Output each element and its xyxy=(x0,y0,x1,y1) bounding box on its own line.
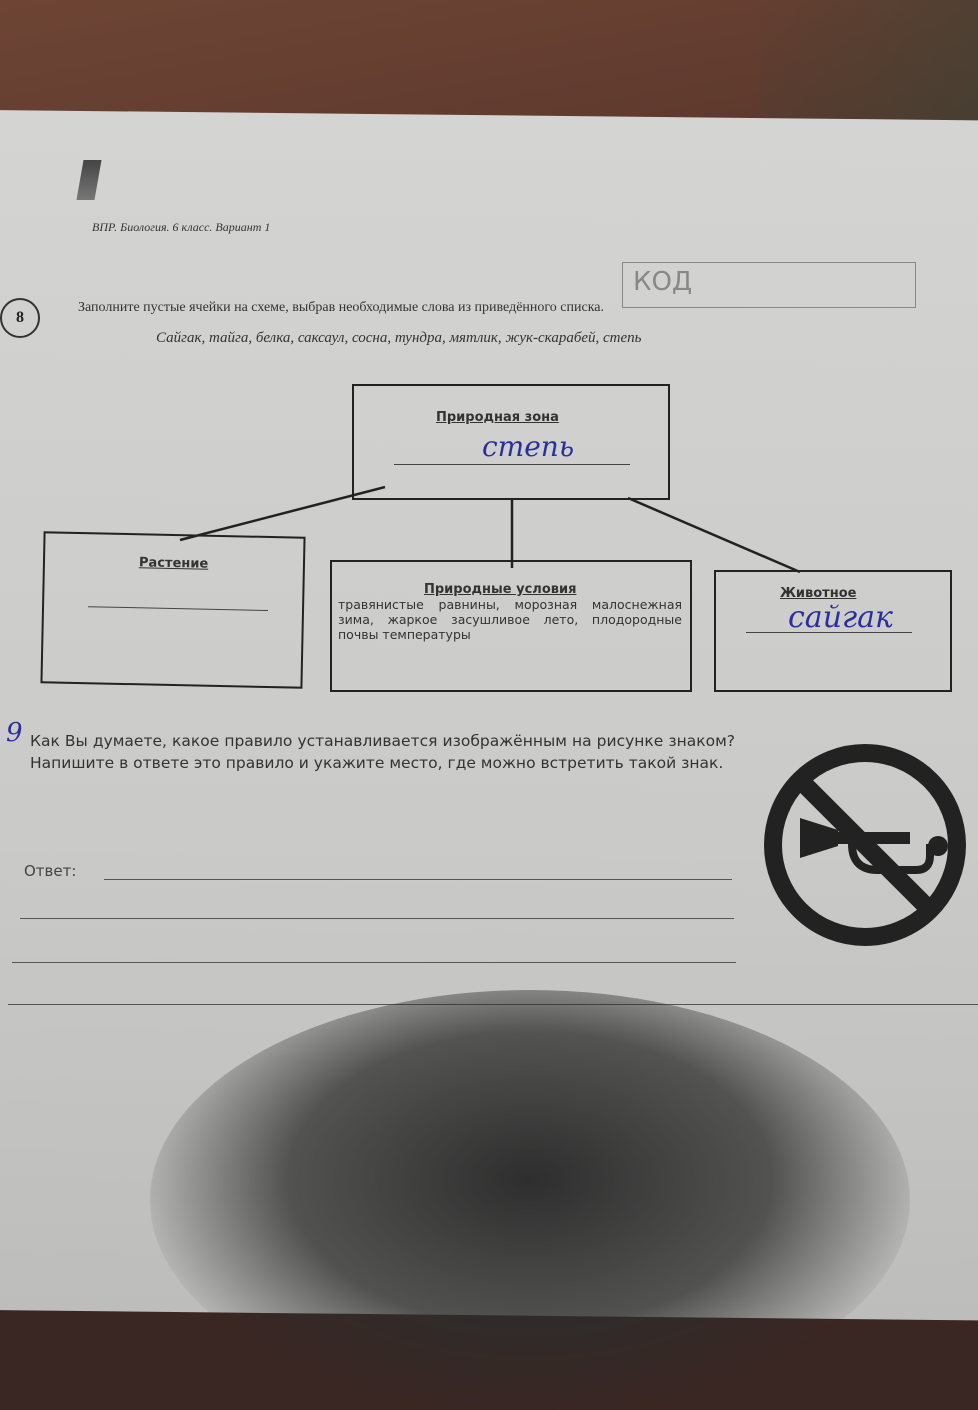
animal-box xyxy=(714,570,952,692)
question-8-instruction: Заполните пустые ячейки на схеме, выбрав необходимые слова из приведённого списка. xyxy=(78,300,605,315)
zone-answer-line[interactable] xyxy=(394,464,630,465)
zone-title: Природная зона xyxy=(436,410,559,425)
answer-line-2[interactable] xyxy=(20,918,734,919)
answer-line-3[interactable] xyxy=(12,962,736,963)
conditions-title: Природные условия xyxy=(424,582,577,597)
animal-answer: сайгак xyxy=(788,600,893,635)
zone-box xyxy=(352,384,670,500)
question-8-number: 8 xyxy=(0,298,40,338)
question-9-text: Как Вы думаете, какое правило устанавливается изображённым на рисунке знаком? Напишите в ответе это правило и укажите место, где можно встретить такой знак. xyxy=(30,732,735,772)
answer-line-1[interactable] xyxy=(104,879,732,880)
question-8-word-list: Сайгак, тайга, белка, саксаул, сосна, тундра, мятлик, жук-скарабей, степь xyxy=(156,330,642,346)
plant-answer-line[interactable] xyxy=(88,606,268,611)
zone-answer: степь xyxy=(482,430,575,463)
plant-title: Растение xyxy=(138,555,209,572)
worksheet-header: ВПР. Биология. 6 класс. Вариант 1 xyxy=(92,220,271,234)
question-9-number: 9 xyxy=(6,718,23,748)
conditions-text: травянистые равнины, морозная малоснежная зима, жаркое засушливое лето, плодородные почвы температуры xyxy=(338,597,682,642)
code-label: КОД xyxy=(633,267,693,297)
desk-stain xyxy=(760,0,978,120)
plant-box xyxy=(40,531,305,688)
hand-shadow xyxy=(150,990,910,1410)
no-horn-sign-icon xyxy=(760,740,970,950)
answer-label: Ответ: xyxy=(24,862,77,880)
animal-title: Животное xyxy=(780,586,857,601)
